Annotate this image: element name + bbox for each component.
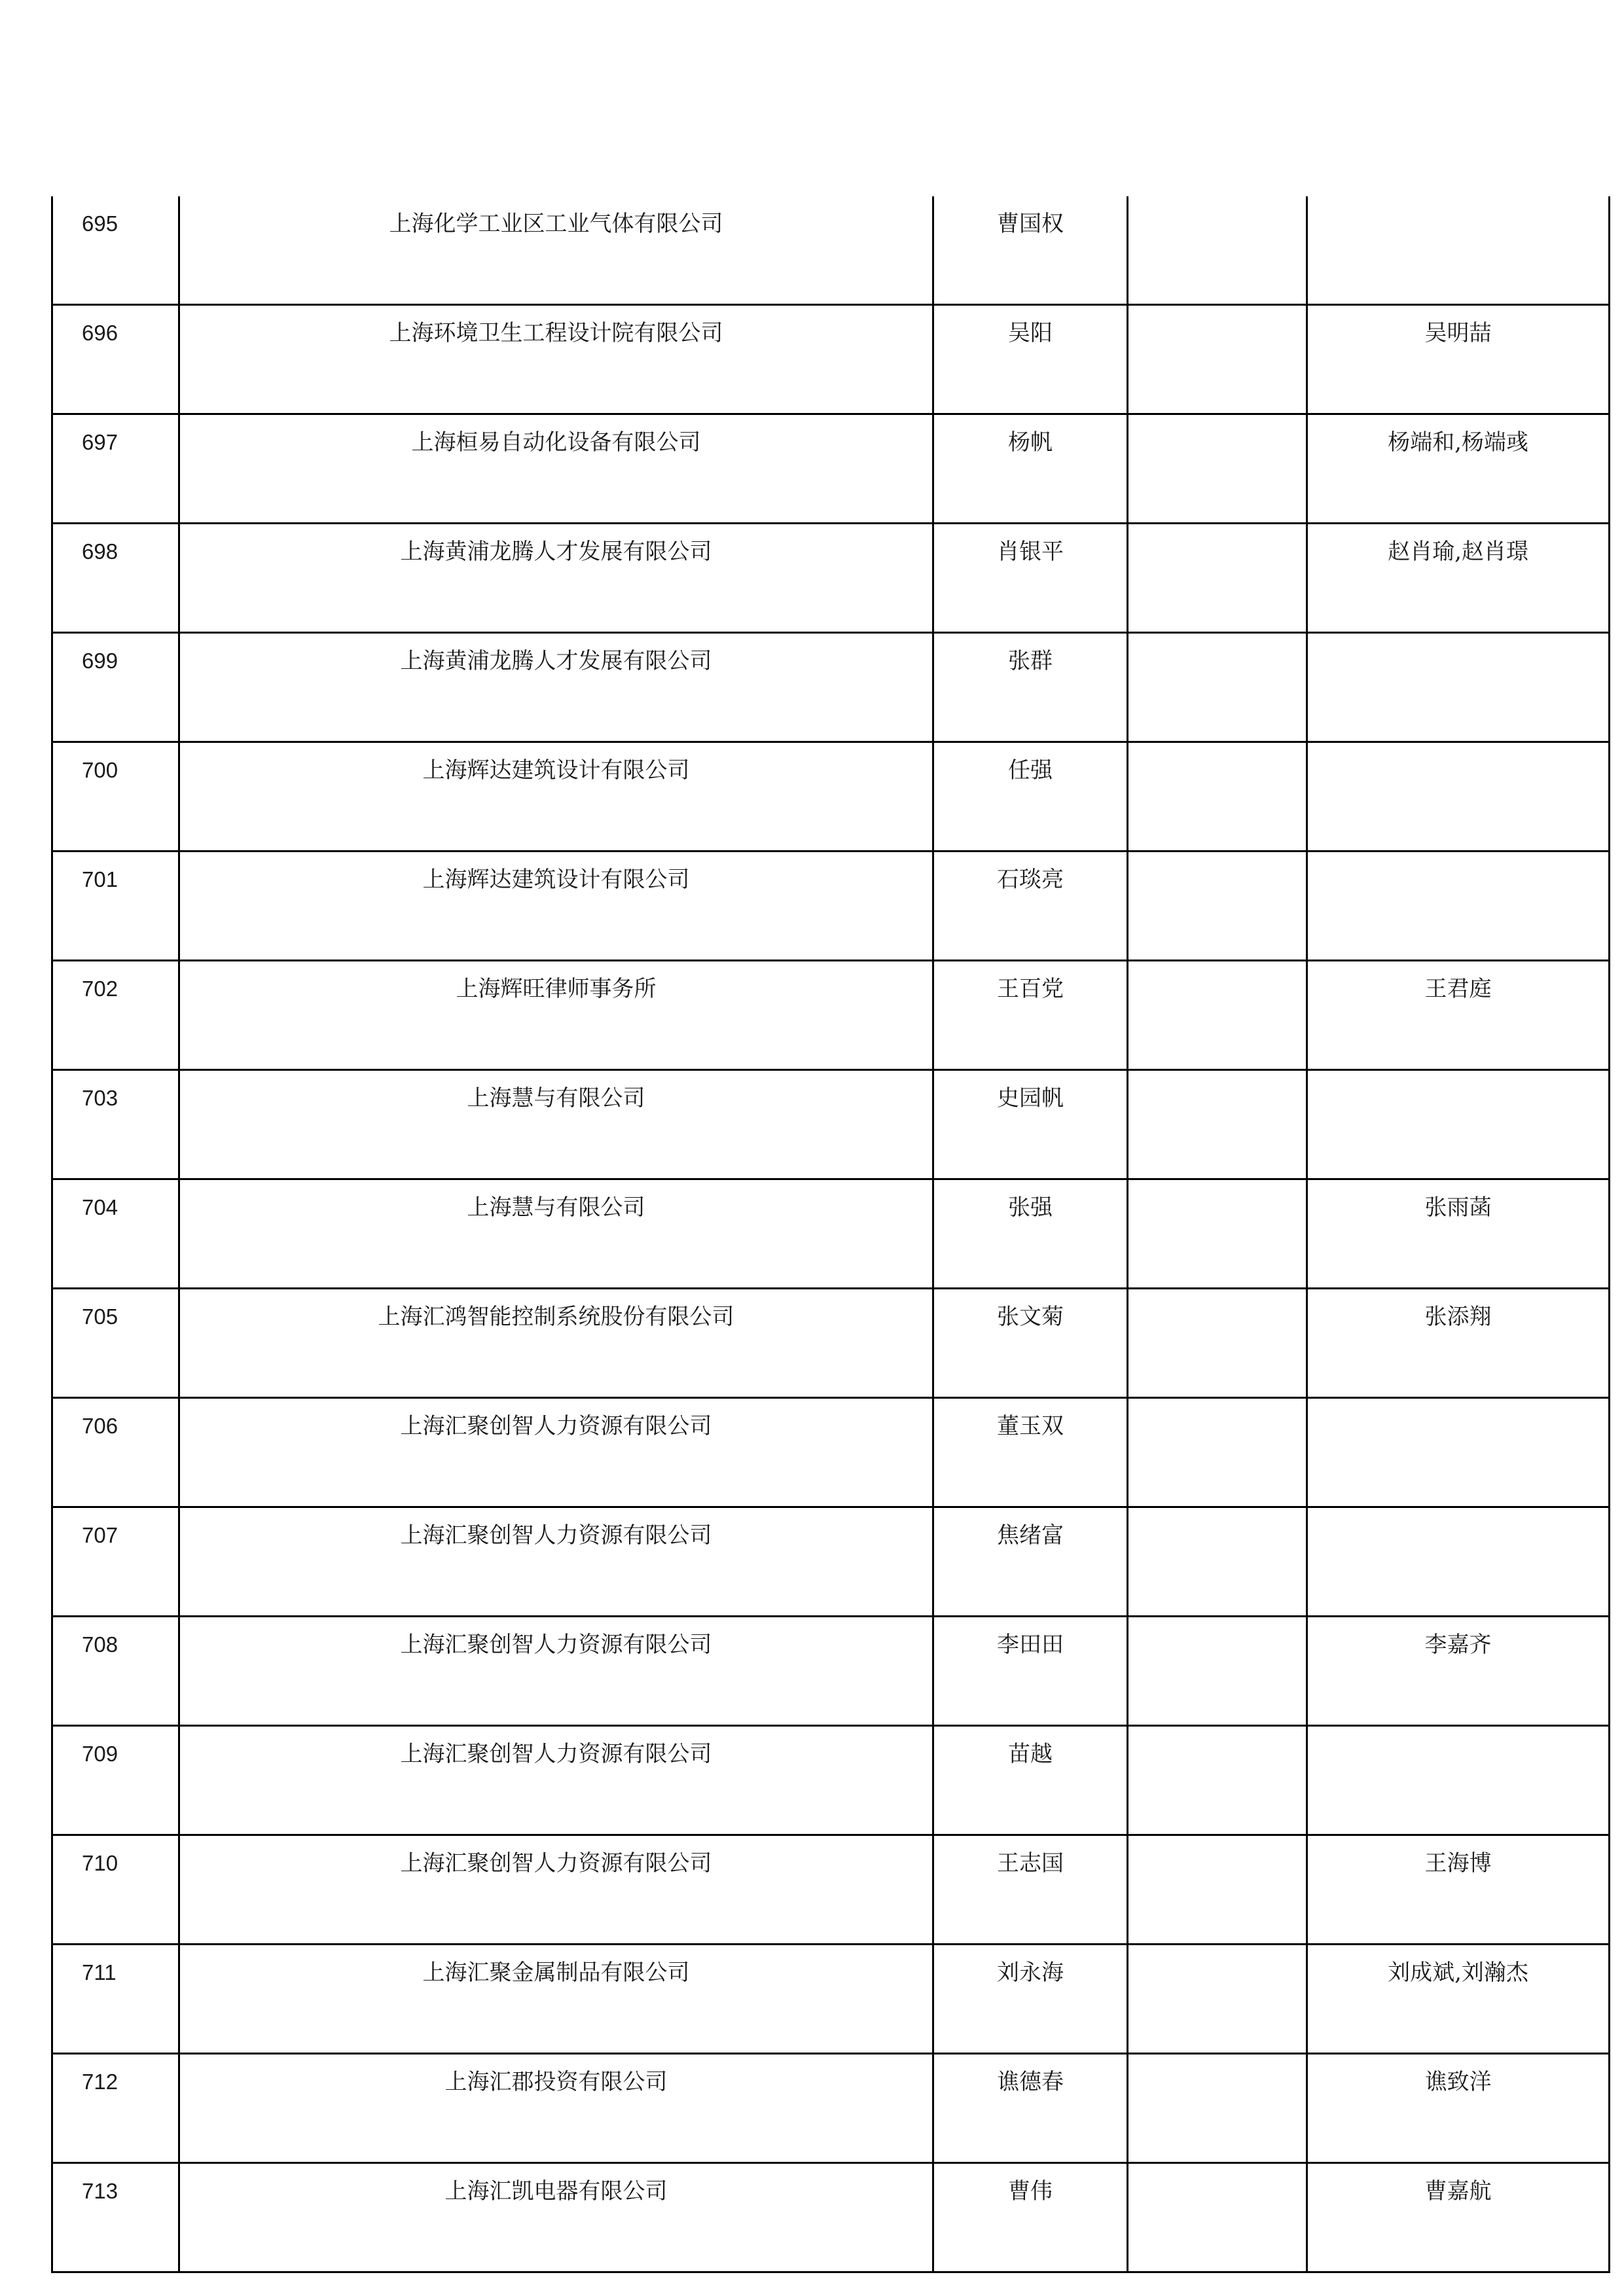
row-number-cell: 712 <box>52 2054 179 2163</box>
relatives-cell: 李嘉齐 <box>1307 1617 1610 1726</box>
company-cell: 上海汇郡投资有限公司 <box>179 2054 933 2163</box>
blank-cell <box>1128 196 1307 305</box>
row-number-cell: 701 <box>52 852 179 961</box>
company-cell: 上海汇聚创智人力资源有限公司 <box>179 1507 933 1617</box>
company-cell: 上海辉达建筑设计有限公司 <box>179 852 933 961</box>
blank-cell <box>1128 1179 1307 1289</box>
company-cell: 上海汇聚金属制品有限公司 <box>179 1945 933 2054</box>
company-cell: 上海环境卫生工程设计院有限公司 <box>179 305 933 414</box>
row-number-cell: 713 <box>52 2163 179 2272</box>
applicant-name-cell: 任强 <box>933 742 1128 852</box>
table-row <box>52 524 1610 633</box>
table-row <box>52 1070 1610 1179</box>
table-row <box>52 1289 1610 1398</box>
blank-cell <box>1128 305 1307 414</box>
applicant-name-cell: 刘永海 <box>933 1945 1128 2054</box>
company-cell: 上海辉达建筑设计有限公司 <box>179 742 933 852</box>
table-row <box>52 742 1610 852</box>
table-row <box>52 1945 1610 2054</box>
row-number-cell: 707 <box>52 1507 179 1617</box>
table-row <box>52 196 1610 305</box>
company-cell: 上海慧与有限公司 <box>179 1070 933 1179</box>
applicant-name-cell: 肖银平 <box>933 524 1128 633</box>
row-number-cell: 695 <box>52 196 179 305</box>
company-cell: 上海黄浦龙腾人才发展有限公司 <box>179 633 933 742</box>
blank-cell <box>1128 961 1307 1070</box>
row-number-cell: 702 <box>52 961 179 1070</box>
company-cell: 上海汇聚创智人力资源有限公司 <box>179 1398 933 1507</box>
applicant-name-cell: 谯德春 <box>933 2054 1128 2163</box>
blank-cell <box>1128 1507 1307 1617</box>
applicant-name-cell: 张强 <box>933 1179 1128 1289</box>
blank-cell <box>1128 1289 1307 1398</box>
table-row <box>52 1617 1610 1726</box>
table-row <box>52 633 1610 742</box>
company-cell: 上海慧与有限公司 <box>179 1179 933 1289</box>
applicant-name-cell: 张群 <box>933 633 1128 742</box>
blank-cell <box>1128 1398 1307 1507</box>
applicant-name-cell: 苗越 <box>933 1726 1128 1835</box>
company-cell: 上海辉旺律师事务所 <box>179 961 933 1070</box>
row-number-cell: 700 <box>52 742 179 852</box>
company-cell: 上海化学工业区工业气体有限公司 <box>179 196 933 305</box>
row-number-cell: 697 <box>52 414 179 524</box>
relatives-cell: 赵肖瑜,赵肖璟 <box>1307 524 1610 633</box>
applicant-name-cell: 史园帆 <box>933 1070 1128 1179</box>
table-row <box>52 1835 1610 1945</box>
applicant-name-cell: 王百党 <box>933 961 1128 1070</box>
relatives-cell <box>1307 852 1610 961</box>
row-number-cell: 705 <box>52 1289 179 1398</box>
row-number-cell: 704 <box>52 1179 179 1289</box>
applicant-name-cell: 曹国权 <box>933 196 1128 305</box>
table-row <box>52 1398 1610 1507</box>
blank-cell <box>1128 1617 1307 1726</box>
applicant-name-cell: 吴阳 <box>933 305 1128 414</box>
applicant-name-cell: 杨帆 <box>933 414 1128 524</box>
blank-cell <box>1128 1835 1307 1945</box>
relatives-cell <box>1307 1070 1610 1179</box>
table-row <box>52 2163 1610 2272</box>
relatives-cell <box>1307 196 1610 305</box>
blank-cell <box>1128 742 1307 852</box>
table-row <box>52 852 1610 961</box>
relatives-cell: 吴明喆 <box>1307 305 1610 414</box>
applicant-name-cell: 王志国 <box>933 1835 1128 1945</box>
relatives-cell: 曹嘉航 <box>1307 2163 1610 2272</box>
applicant-name-cell: 张文菊 <box>933 1289 1128 1398</box>
applicant-name-cell: 焦绪富 <box>933 1507 1128 1617</box>
blank-cell <box>1128 1726 1307 1835</box>
table-row <box>52 305 1610 414</box>
blank-cell <box>1128 1070 1307 1179</box>
roster-table <box>51 196 1610 2273</box>
relatives-cell <box>1307 633 1610 742</box>
row-number-cell: 703 <box>52 1070 179 1179</box>
relatives-cell: 王君庭 <box>1307 961 1610 1070</box>
company-cell: 上海汇聚创智人力资源有限公司 <box>179 1726 933 1835</box>
roster-sheet <box>51 196 1570 2273</box>
row-number-cell: 699 <box>52 633 179 742</box>
blank-cell <box>1128 2054 1307 2163</box>
relatives-cell: 王海博 <box>1307 1835 1610 1945</box>
relatives-cell: 杨端和,杨端彧 <box>1307 414 1610 524</box>
row-number-cell: 706 <box>52 1398 179 1507</box>
blank-cell <box>1128 852 1307 961</box>
relatives-cell <box>1307 1398 1610 1507</box>
blank-cell <box>1128 414 1307 524</box>
table-row <box>52 1507 1610 1617</box>
row-number-cell: 709 <box>52 1726 179 1835</box>
roster-table-body <box>52 196 1610 2272</box>
relatives-cell <box>1307 742 1610 852</box>
company-cell: 上海汇凯电器有限公司 <box>179 2163 933 2272</box>
company-cell: 上海黄浦龙腾人才发展有限公司 <box>179 524 933 633</box>
table-row <box>52 961 1610 1070</box>
applicant-name-cell: 李田田 <box>933 1617 1128 1726</box>
row-number-cell: 708 <box>52 1617 179 1726</box>
row-number-cell: 710 <box>52 1835 179 1945</box>
relatives-cell: 张雨菡 <box>1307 1179 1610 1289</box>
row-number-cell: 698 <box>52 524 179 633</box>
applicant-name-cell: 曹伟 <box>933 2163 1128 2272</box>
relatives-cell <box>1307 1507 1610 1617</box>
relatives-cell <box>1307 1726 1610 1835</box>
blank-cell <box>1128 633 1307 742</box>
applicant-name-cell: 董玉双 <box>933 1398 1128 1507</box>
applicant-name-cell: 石琰亮 <box>933 852 1128 961</box>
row-number-cell: 696 <box>52 305 179 414</box>
company-cell: 上海汇鸿智能控制系统股份有限公司 <box>179 1289 933 1398</box>
company-cell: 上海汇聚创智人力资源有限公司 <box>179 1617 933 1726</box>
company-cell: 上海桓易自动化设备有限公司 <box>179 414 933 524</box>
table-row <box>52 1726 1610 1835</box>
table-row <box>52 414 1610 524</box>
blank-cell <box>1128 2163 1307 2272</box>
table-row <box>52 1179 1610 1289</box>
relatives-cell: 谯致洋 <box>1307 2054 1610 2163</box>
company-cell: 上海汇聚创智人力资源有限公司 <box>179 1835 933 1945</box>
table-row <box>52 2054 1610 2163</box>
relatives-cell: 张添翔 <box>1307 1289 1610 1398</box>
blank-cell <box>1128 524 1307 633</box>
blank-cell <box>1128 1945 1307 2054</box>
row-number-cell: 711 <box>52 1945 179 2054</box>
relatives-cell: 刘成斌,刘瀚杰 <box>1307 1945 1610 2054</box>
